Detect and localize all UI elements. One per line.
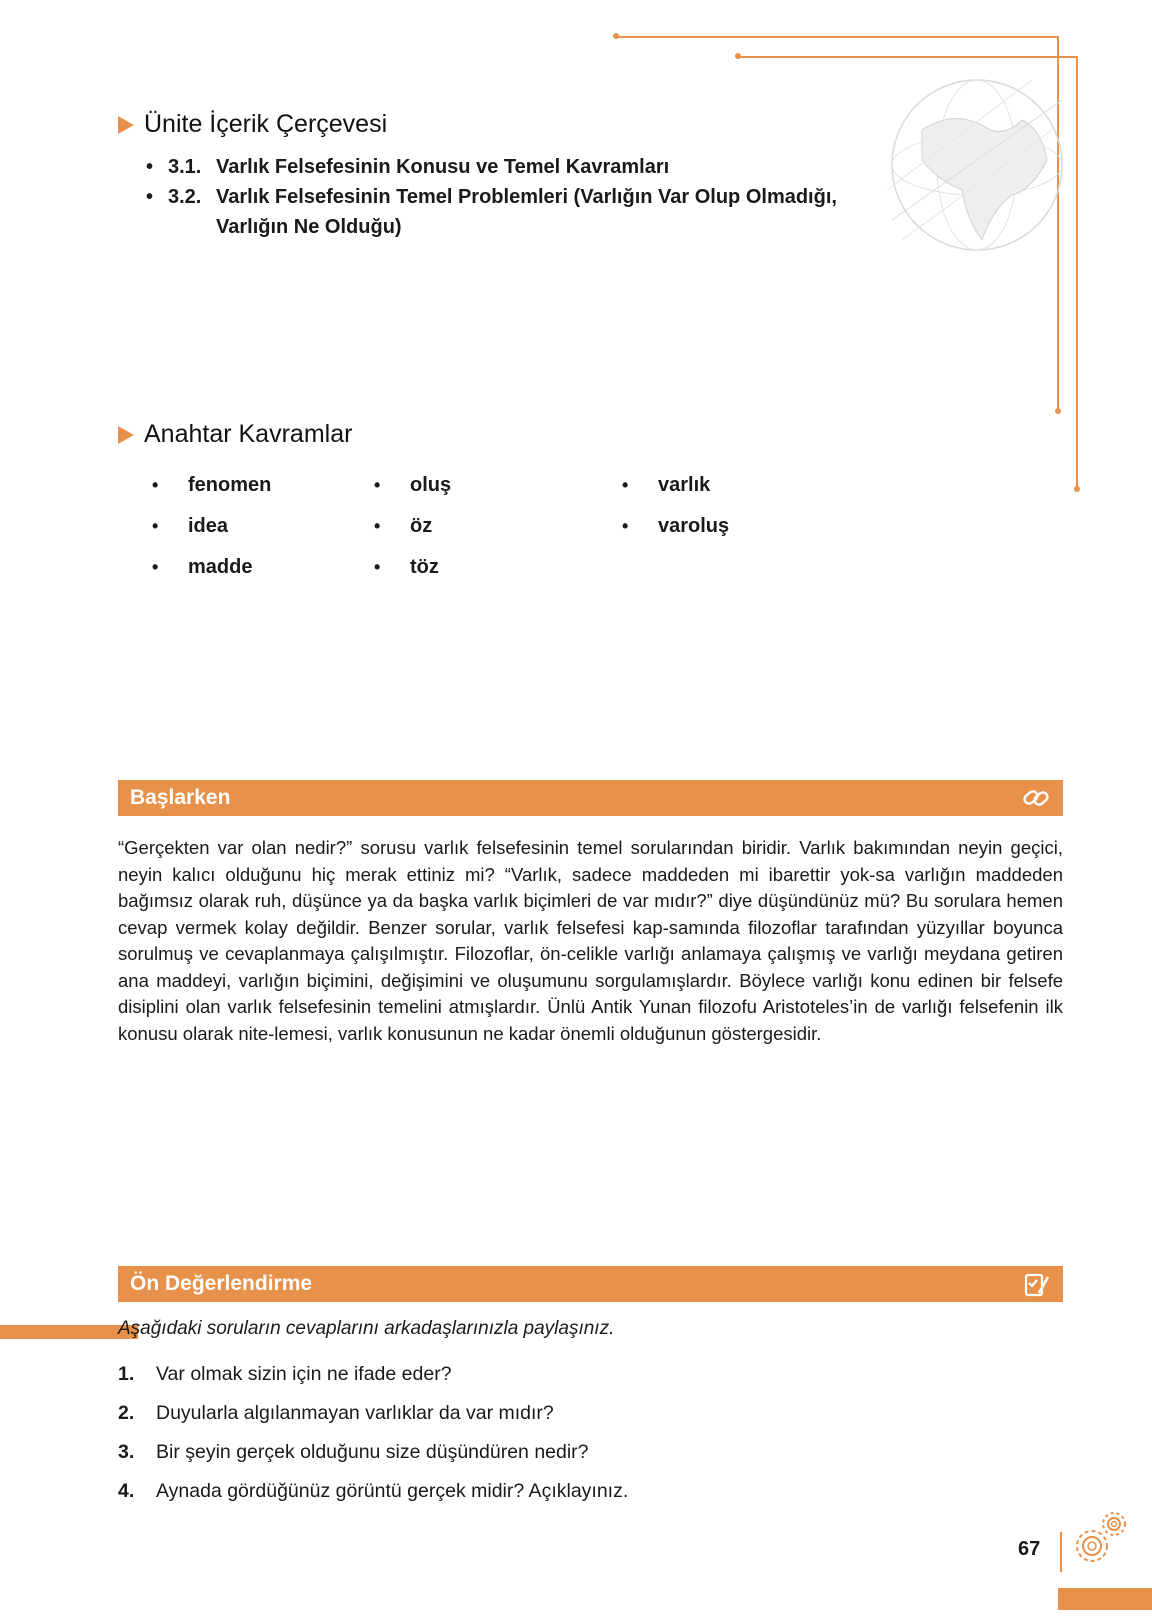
keyword: • oluş: [374, 474, 452, 496]
question-item: 1. Var olmak sizin için ne ifade eder?: [118, 1363, 452, 1385]
frame-dot: [1055, 408, 1061, 414]
frame-dot: [1074, 486, 1080, 492]
question-list: [118, 1363, 628, 1519]
list-item: • 3.2. Varlık Felsefesinin Temel Problemleri (Varlığın Var Olup Olmadığı, Varlığın Ne Olduğu): [146, 186, 837, 238]
starting-bar: [118, 780, 1063, 816]
pre-assessment-title: Ön Değerlendirme: [130, 1272, 313, 1295]
unit-content-heading: [118, 110, 387, 139]
pre-assessment-bar: [118, 1266, 1063, 1302]
footer-divider: [1060, 1532, 1062, 1572]
question-item: 4. Aynada gördüğünüz görüntü gerçek midir? Açıklayınız.: [118, 1480, 629, 1502]
keyword: • idea: [152, 515, 229, 537]
triangle-bullet-icon: [118, 426, 134, 444]
keyword: • öz: [374, 515, 433, 537]
keyword: • varlık: [622, 474, 711, 496]
checklist-icon: [1021, 1269, 1051, 1299]
frame-line-top: [616, 36, 1058, 38]
gear-icon: [1070, 1508, 1132, 1570]
page-number: 67: [1018, 1538, 1041, 1560]
keyword: • fenomen: [152, 474, 272, 496]
frame-dot: [613, 33, 619, 39]
question-item: 3. Bir şeyin gerçek olduğunu size düşündüren nedir?: [118, 1441, 589, 1463]
key-concepts-title: Anahtar Kavramlar: [144, 420, 353, 448]
unit-content-list: [146, 152, 906, 242]
starting-title: Başlarken: [130, 786, 231, 809]
triangle-bullet-icon: [118, 116, 134, 134]
footer-accent-bar: [1058, 1588, 1152, 1610]
keyword: • töz: [374, 556, 439, 578]
keyword: • varoluş: [622, 515, 730, 537]
keyword: • madde: [152, 556, 253, 578]
link-icon: [1021, 783, 1051, 813]
globe-icon: [882, 70, 1072, 260]
unit-content-title: Ünite İçerik Çerçevesi: [144, 110, 388, 138]
key-concepts-heading: [118, 420, 352, 449]
frame-dot: [735, 53, 741, 59]
instruction: Aşağıdaki soruların cevaplarını arkadaşlarınızla paylaşınız.: [118, 1318, 615, 1339]
question-item: 2. Duyularla algılanmayan varlıklar da var mıdır?: [118, 1402, 554, 1424]
frame-line-right-outer: [1076, 56, 1078, 488]
frame-line-second: [738, 56, 1077, 58]
starting-paragraph: “Gerçekten var olan nedir?” sorusu varlık felsefesinin temel sorularından biridir. Varlık bakımından neyin geçici, neyin kalıcı olduğunu hiç merak ettiniz mi? “Varlık, sadece maddeden mi ibarettir yok-sa varlığın maddeden bağımsız olarak ruh, düşünce ya da başka varlık biçimleri de var mıdır?” diye düşündünüz mü? Bu sorulara hemen cevap vermek kolay değildir. Benzer sorular, varlık felsefesi kap-samında filozoflar tarafından yüzyıllar boyunca sorulmuş ve cevaplanmaya çalışılmıştır. Filozoflar, ön-celikle varlığı anlamaya çalışmış ve varlığı meydana getiren ana maddeyi, varlığın biçimini, değişimini ve oluşumunu sorgulamışlardır. Böylece varlığı konu edinen bir felsefe disiplini olan varlık felsefesinin temelini atmışlardır. Ünlü Antik Yunan filozofu Aristoteles’in de varlığı felsefenin ilk konusu olarak nite-lemesi, varlık konusunun ne kadar önemli olduğunun göstergesidir.: [118, 837, 1063, 1044]
list-item: • 3.1. Varlık Felsefesinin Konusu ve Temel Kavramları: [146, 156, 670, 178]
